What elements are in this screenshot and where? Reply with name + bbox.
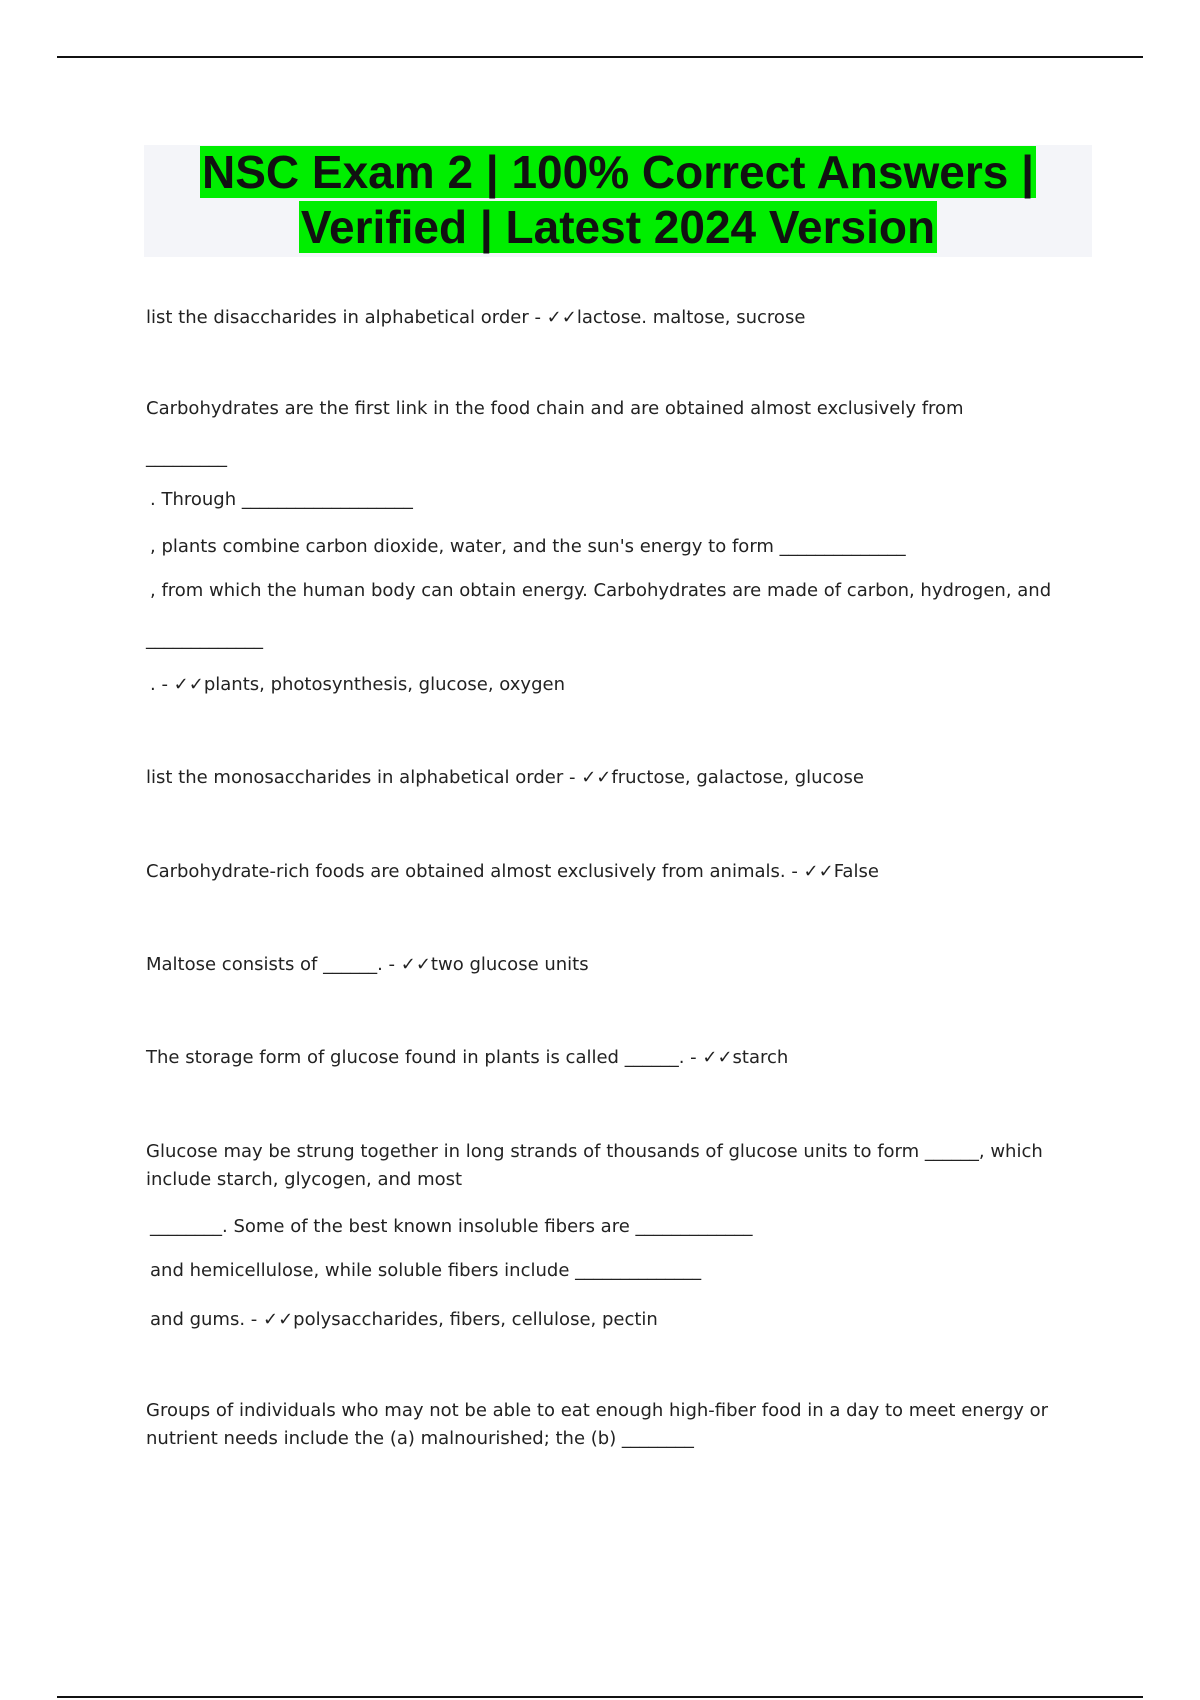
title-line-1	[144, 145, 1092, 200]
question-carbohydrates-line-1: Carbohydrates are the first link in the food chain and are obtained almost exclusively from	[146, 398, 964, 419]
question-high-fiber-groups: Groups of individuals who may not be able to eat enough high-fiber food in a day to meet energy or nutrient needs include the (a) malnourished; the (b) ________	[146, 1400, 1049, 1449]
question-carbohydrates-line-5: , from which the human body can obtain energy. Carbohydrates are made of carbon, hydrogen, and	[150, 580, 1052, 601]
question-carbohydrates-line-4: , plants combine carbon dioxide, water, and the sun's energy to form ______________	[150, 536, 906, 557]
question-monosaccharides: list the monosaccharides in alphabetical order - ✓✓fructose, galactose, glucose	[146, 767, 864, 788]
title-line-2	[144, 200, 1092, 255]
title-line-1-text: NSC Exam 2 | 100% Correct Answers |	[202, 146, 1034, 198]
title-line-2-text: Verified | Latest 2024 Version	[300, 201, 936, 253]
top-rule	[57, 56, 1143, 58]
question-glucose-strands-line-3: and hemicellulose, while soluble fibers include ______________	[150, 1260, 702, 1281]
bottom-rule	[57, 1696, 1143, 1698]
question-glucose-strands-answer: and gums. - ✓✓polysaccharides, fibers, cellulose, pectin	[150, 1309, 658, 1330]
question-glucose-strands-line-2: ________. Some of the best known insoluble fibers are _____________	[150, 1216, 753, 1237]
question-maltose: Maltose consists of ______. - ✓✓two glucose units	[146, 954, 589, 975]
question-carbohydrates-line-3: . Through ___________________	[150, 489, 413, 510]
question-carbohydrate-rich-foods: Carbohydrate-rich foods are obtained almost exclusively from animals. - ✓✓False	[146, 861, 879, 882]
document-title	[144, 145, 1092, 257]
question-carbohydrates-line-6: _____________	[146, 629, 263, 650]
question-carbohydrates-answer: . - ✓✓plants, photosynthesis, glucose, oxygen	[150, 674, 565, 695]
question-storage-form: The storage form of glucose found in plants is called ______. - ✓✓starch	[146, 1047, 789, 1068]
question-carbohydrates-line-2: _________	[146, 447, 227, 468]
question-disaccharides: list the disaccharides in alphabetical order - ✓✓lactose. maltose, sucrose	[146, 307, 806, 328]
question-glucose-strands-line-1: Glucose may be strung together in long strands of thousands of glucose units to form ______, which include starch, glycogen, and most	[146, 1141, 1043, 1190]
